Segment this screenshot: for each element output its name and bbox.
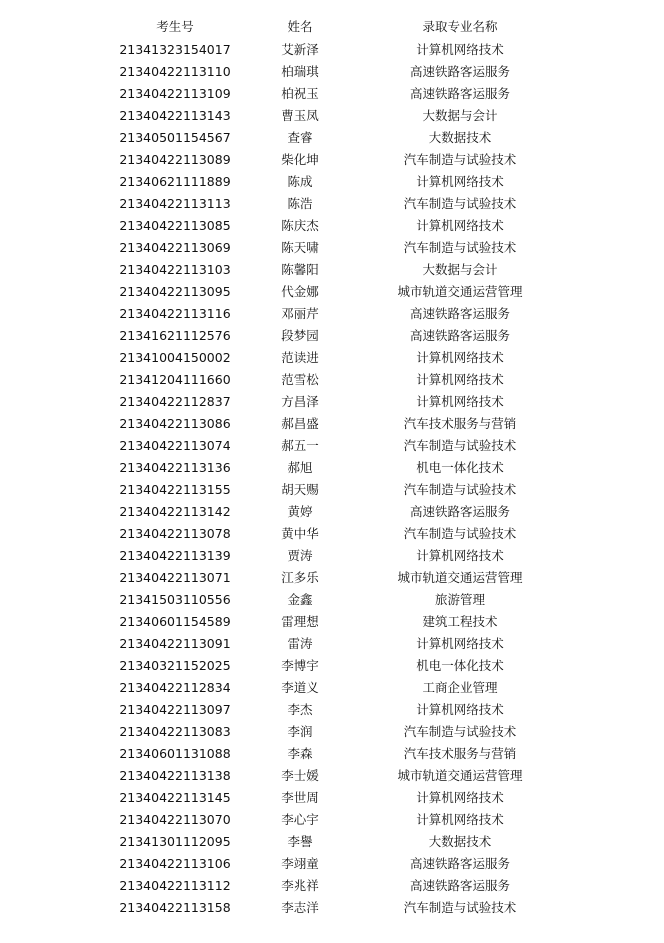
major-cell: 计算机网络技术 [416,218,504,233]
header-exam-number: 考生号 [156,19,194,34]
table-row [105,611,565,633]
table-row [105,83,565,105]
student-name-cell: 李志洋 [281,900,319,915]
major-cell: 汽车制造与试验技术 [403,196,517,211]
exam-number-cell: 21340422113089 [119,152,231,167]
table-row [105,677,565,699]
student-name-cell: 范雪松 [281,372,319,387]
table-row [105,875,565,897]
table-body [105,39,565,919]
student-name-cell: 黄婷 [287,504,313,519]
student-name-cell: 邓丽芹 [281,306,319,321]
table-row [105,787,565,809]
table-row [105,589,565,611]
table-row [105,545,565,567]
major-cell: 计算机网络技术 [416,42,504,57]
major-cell: 汽车制造与试验技术 [403,724,517,739]
student-name-cell: 贾涛 [287,548,313,563]
major-cell: 高速铁路客运服务 [409,328,510,343]
exam-number-cell: 21340601154589 [119,614,231,629]
table-row [105,501,565,523]
exam-number-cell: 21340422113083 [119,724,231,739]
table-row [105,39,565,61]
student-name-cell: 艾新泽 [281,42,319,57]
major-cell: 大数据与会计 [422,108,498,123]
table-row [105,61,565,83]
exam-number-cell: 21340422113085 [119,218,231,233]
student-name-cell: 郝五一 [281,438,319,453]
major-cell: 高速铁路客运服务 [409,504,510,519]
exam-number-cell: 21340422113106 [119,856,231,871]
major-cell: 工商企业管理 [422,680,498,695]
major-cell: 高速铁路客运服务 [409,64,510,79]
table-row [105,127,565,149]
table-row [105,523,565,545]
major-cell: 城市轨道交通运营管理 [397,284,523,299]
major-cell: 建筑工程技术 [422,614,498,629]
major-cell: 大数据技术 [428,130,492,145]
major-cell: 汽车制造与试验技术 [403,240,517,255]
exam-number-cell: 21340422113136 [119,460,231,475]
table-row [105,303,565,325]
major-cell: 汽车技术服务与营销 [403,416,517,431]
student-name-cell: 陈浩 [287,196,313,211]
major-cell: 大数据技术 [428,834,492,849]
table-row [105,479,565,501]
exam-number-cell: 21340422113071 [119,570,231,585]
table-row [105,831,565,853]
exam-number-cell: 21340501154567 [119,130,231,145]
exam-number-cell: 21341301112095 [119,834,231,849]
student-name-cell: 柴化坤 [281,152,319,167]
table-row [105,655,565,677]
exam-number-cell: 21341323154017 [119,42,231,57]
major-cell: 高速铁路客运服务 [409,856,510,871]
header-name: 姓名 [287,19,313,34]
student-name-cell: 柏瑞琪 [281,64,319,79]
exam-number-cell: 21341621112576 [119,328,231,343]
major-cell: 计算机网络技术 [416,372,504,387]
exam-number-cell: 21340321152025 [119,658,231,673]
student-name-cell: 雷理想 [281,614,319,629]
exam-number-cell: 21340422113095 [119,284,231,299]
exam-number-cell: 21340422113109 [119,86,231,101]
major-cell: 计算机网络技术 [416,636,504,651]
student-name-cell: 李杰 [287,702,313,717]
exam-number-cell: 21340422113143 [119,108,231,123]
major-cell: 计算机网络技术 [416,702,504,717]
table-row [105,743,565,765]
exam-number-cell: 21340422113142 [119,504,231,519]
table-row [105,853,565,875]
student-name-cell: 代金娜 [281,284,319,299]
exam-number-cell: 21340422113158 [119,900,231,915]
exam-number-cell: 21340422112834 [119,680,231,695]
major-cell: 高速铁路客运服务 [409,306,510,321]
student-name-cell: 雷涛 [287,636,313,651]
student-name-cell: 李譽 [287,834,313,849]
exam-number-cell: 21340422113078 [119,526,231,541]
table-row [105,391,565,413]
table-row [105,215,565,237]
student-name-cell: 曹玉凤 [281,108,319,123]
header-major: 录取专业名称 [422,19,498,34]
major-cell: 汽车技术服务与营销 [403,746,517,761]
student-name-cell: 江多乐 [281,570,319,585]
major-cell: 城市轨道交通运营管理 [397,768,523,783]
table-row [105,435,565,457]
major-cell: 汽车制造与试验技术 [403,438,517,453]
student-name-cell: 李森 [287,746,313,761]
exam-number-cell: 21340422113070 [119,812,231,827]
exam-number-cell: 21340422113139 [119,548,231,563]
table-row [105,325,565,347]
student-name-cell: 李翊童 [281,856,319,871]
table-row [105,347,565,369]
student-name-cell: 李兆祥 [281,878,319,893]
student-name-cell: 李世周 [281,790,319,805]
major-cell: 计算机网络技术 [416,174,504,189]
exam-number-cell: 21340422113116 [119,306,231,321]
major-cell: 机电一体化技术 [416,658,504,673]
exam-number-cell: 21340422113145 [119,790,231,805]
table-row [105,237,565,259]
major-cell: 计算机网络技术 [416,350,504,365]
major-cell: 汽车制造与试验技术 [403,152,517,167]
table-row [105,633,565,655]
student-name-cell: 段梦园 [281,328,319,343]
major-cell: 高速铁路客运服务 [409,86,510,101]
exam-number-cell: 21340621111889 [119,174,231,189]
exam-number-cell: 21340422113103 [119,262,231,277]
student-name-cell: 李润 [287,724,313,739]
student-name-cell: 李道义 [281,680,319,695]
major-cell: 汽车制造与试验技术 [403,900,517,915]
exam-number-cell: 21340422113155 [119,482,231,497]
student-name-cell: 陈成 [287,174,313,189]
student-name-cell: 金鑫 [287,592,313,607]
exam-number-cell: 21341004150002 [119,350,231,365]
table-row [105,721,565,743]
major-cell: 汽车制造与试验技术 [403,482,517,497]
exam-number-cell: 21340601131088 [119,746,231,761]
major-cell: 计算机网络技术 [416,394,504,409]
exam-number-cell: 21340422112837 [119,394,231,409]
header-row [105,15,565,39]
student-name-cell: 郝旭 [287,460,313,475]
table-row [105,105,565,127]
major-cell: 大数据与会计 [422,262,498,277]
table-row [105,193,565,215]
exam-number-cell: 21340422113074 [119,438,231,453]
major-cell: 高速铁路客运服务 [409,878,510,893]
student-name-cell: 郝昌盛 [281,416,319,431]
exam-number-cell: 21340422113113 [119,196,231,211]
table-row [105,259,565,281]
table-row [105,809,565,831]
table-header [105,15,565,39]
student-name-cell: 陈馨阳 [281,262,319,277]
student-name-cell: 胡天赐 [281,482,319,497]
major-cell: 计算机网络技术 [416,548,504,563]
table-row [105,149,565,171]
table-row [105,567,565,589]
student-name-cell: 李士媛 [281,768,319,783]
major-cell: 汽车制造与试验技术 [403,526,517,541]
major-cell: 机电一体化技术 [416,460,504,475]
student-name-cell: 李心宇 [281,812,319,827]
student-name-cell: 查睿 [287,130,313,145]
table-row [105,281,565,303]
student-name-cell: 范读进 [281,350,319,365]
student-name-cell: 李博宇 [281,658,319,673]
exam-number-cell: 21340422113069 [119,240,231,255]
table-row [105,699,565,721]
exam-number-cell: 21340422113086 [119,416,231,431]
major-cell: 城市轨道交通运营管理 [397,570,523,585]
table-row [105,413,565,435]
table-row [105,369,565,391]
table-row [105,171,565,193]
student-name-cell: 方昌泽 [281,394,319,409]
table-row [105,897,565,919]
major-cell: 计算机网络技术 [416,790,504,805]
major-cell: 计算机网络技术 [416,812,504,827]
student-name-cell: 柏祝玉 [281,86,319,101]
exam-number-cell: 21341204111660 [119,372,231,387]
exam-number-cell: 21340422113138 [119,768,231,783]
student-name-cell: 黄中华 [281,526,319,541]
exam-number-cell: 21340422113097 [119,702,231,717]
student-name-cell: 陈庆杰 [281,218,319,233]
exam-number-cell: 21340422113110 [119,64,231,79]
admission-table [105,15,565,919]
major-cell: 旅游管理 [434,592,485,607]
student-name-cell: 陈天啸 [281,240,319,255]
exam-number-cell: 21340422113112 [119,878,231,893]
table-row [105,457,565,479]
exam-number-cell: 21340422113091 [119,636,231,651]
table-row [105,765,565,787]
exam-number-cell: 21341503110556 [119,592,231,607]
